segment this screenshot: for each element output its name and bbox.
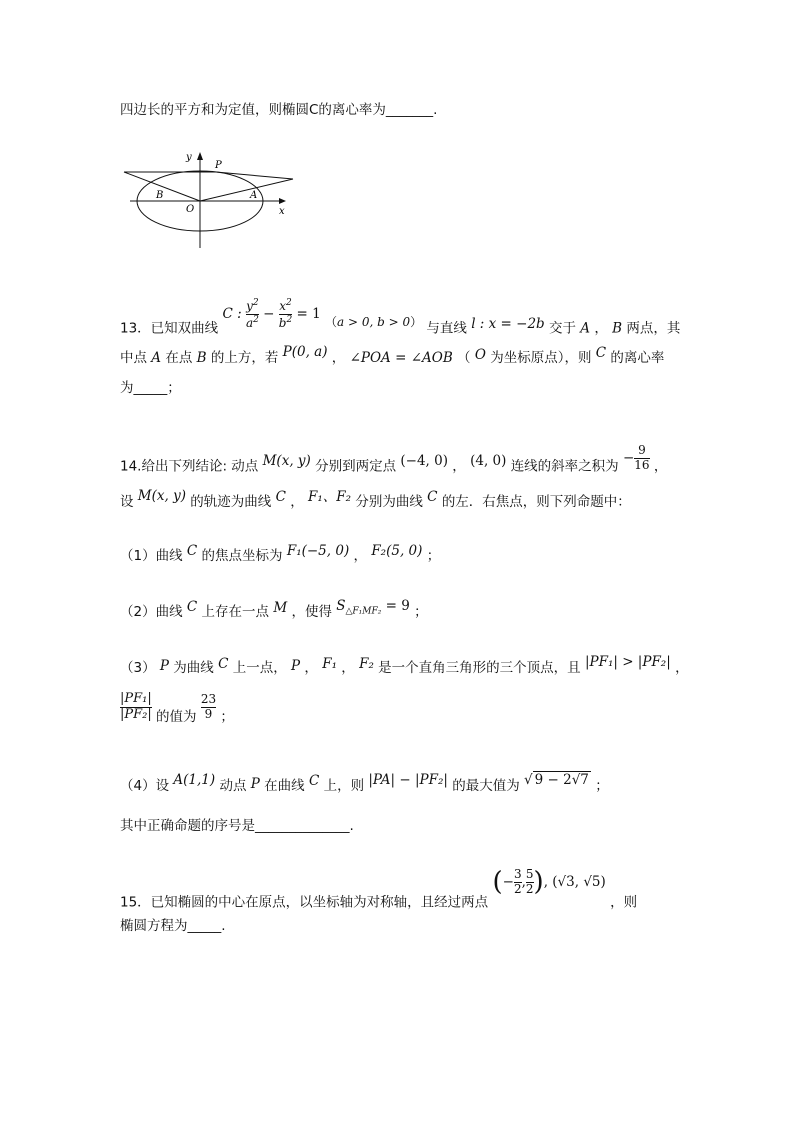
label-p: P: [215, 160, 222, 171]
label-b: B: [156, 190, 164, 201]
q13-point-p: P(0, a): [282, 344, 328, 360]
y-axis-arrow: [197, 152, 203, 160]
q14-item-3-line-2: $\frac{\text{|PF₁|}}{\text{|PF₂|}}$ 的值为 $\frac{23}{9}$ ；: [120, 691, 234, 726]
q13-angle-eq: ∠POA = ∠AOB: [349, 350, 453, 366]
q14-conclusion: 其中正确命题的序号是______________.: [120, 818, 354, 834]
q13-number: 13．已知双曲线: [120, 320, 219, 337]
q14-line-1: 14.给出下列结论: 动点 M(x, y) 分别到两定点 (−4, 0) ， (4, 0) 连线的斜率之积为 − $\frac{9}{16}$ ，: [120, 443, 668, 475]
q14-m-xy: M(x, y): [262, 453, 311, 470]
label-o: O: [186, 204, 195, 215]
label-x: x: [279, 206, 285, 217]
q13-curve-prefix: C :: [222, 306, 242, 323]
label-a: A: [250, 190, 258, 201]
q12-tail-text: 四边长的平方和为定值，则椭圆C的离心率为_______.: [120, 102, 438, 118]
line-pa: [216, 172, 293, 179]
q14-item-4-expression: |PA| − |PF₂|: [368, 772, 448, 788]
q15-line-1: 15．已知椭圆的中心在原点，以坐标轴为对称轴，且经过两点 (− $\frac{3}{2}$ , $\frac{5}{2}$ ), (√3, √5) ，则: [120, 867, 638, 911]
q14-item-3-line-1: （3） P 为曲线 C 上一点， P ， F₁ ， F₂ 是一个直角三角形的三个顶点，且 |PF₁| > |PF₂| ，: [120, 654, 689, 676]
q14-item-4: （4）设 A(1,1) 动点 P 在曲线 C 上，则 |PA| − |PF₂| 的最大值为 √ 9 − 2√7 ；: [120, 772, 609, 794]
q13-line-eq: l : x = −2b: [471, 316, 545, 333]
q14-item-1: （1）曲线 C 的焦点坐标为 F₁(−5, 0) ， F₂(5, 0) ；: [120, 543, 441, 564]
ellipse-figure: [118, 146, 318, 256]
q13-line-3: 为_____；: [120, 380, 181, 396]
q13-condition: a > 0, b > 0: [336, 315, 411, 330]
q15-point-2: (√3, √5): [552, 874, 606, 891]
q14-item-2: （2）曲线 C 上存在一点 M ，使得 $S_{\triangle F_1MF_2} = 9$ ；: [120, 598, 428, 620]
line-oa-ray: [200, 179, 293, 201]
q14-item-3-inequality: |PF₁| > |PF₂|: [584, 654, 671, 670]
label-y: y: [186, 152, 192, 163]
x-axis-arrow: [279, 198, 286, 204]
q13-line-1: 13．已知双曲线 C : $\frac{y^2}{a^2}$ − $\frac{x^2}{b^2}$ = 1 （a > 0, b > 0） 与直线 l : x = −2b 交于 A ， B 两点，其: [120, 298, 681, 337]
q15-line-2: 椭圆方程为_____.: [120, 918, 226, 934]
q14-line-2: 设 M(x, y) 的轨迹为曲线 C ， F₁、F₂ 分别为曲线 C 的左．右焦点，则下列命题中：: [120, 488, 631, 510]
q13-line-2: 中点 A 在点 B 的上方，若 P(0, a) ， ∠POA = ∠AOB （ O 为坐标原点），则 C 的离心率: [120, 344, 665, 366]
